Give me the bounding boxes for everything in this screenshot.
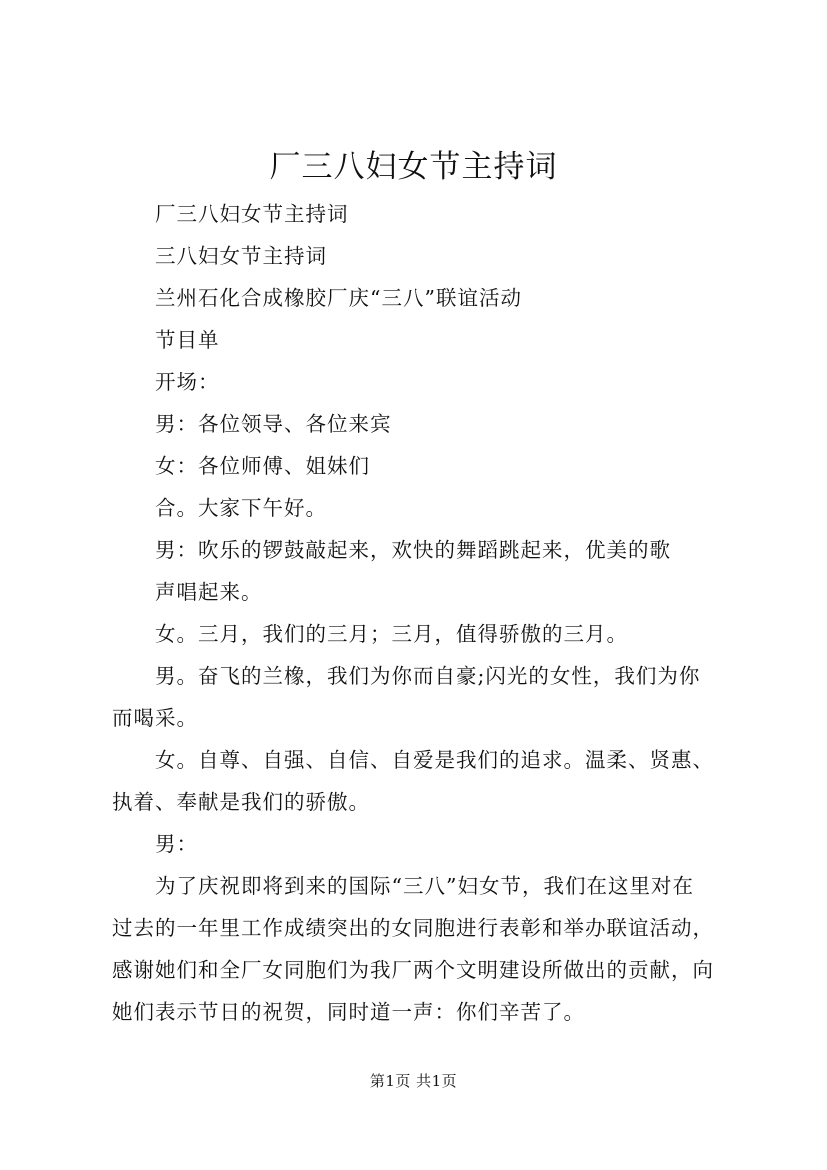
- body-line: 她们表示节日的祝贺，同时道一声：你们辛苦了。: [112, 1000, 585, 1024]
- body-line: 兰州石化合成橡胶厂庆“三八”联谊活动: [155, 286, 522, 310]
- body-line: 男：: [155, 832, 198, 856]
- body-line: 女：各位师傅、姐妹们: [155, 454, 370, 478]
- body-line: 而喝采。: [112, 706, 198, 730]
- body-line: 过去的一年里工作成绩突出的女同胞进行表彰和举办联谊活动，: [112, 916, 714, 940]
- body-line: 女。三月，我们的三月；三月，值得骄傲的三月。: [155, 622, 628, 646]
- body-line: 三八妇女节主持词: [155, 244, 327, 268]
- body-line: 厂三八妇女节主持词: [155, 202, 349, 226]
- body-line: 男：吹乐的锣鼓敲起来，欢快的舞蹈跳起来，优美的歌: [155, 538, 671, 562]
- document-title: 厂三八妇女节主持词: [269, 149, 558, 185]
- body-line: 声唱起来。: [155, 580, 263, 604]
- body-line: 感谢她们和全厂女同胞们为我厂两个文明建设所做出的贡献，向: [112, 958, 714, 982]
- body-line: 节目单: [155, 328, 220, 352]
- body-line: 开场：: [155, 370, 220, 394]
- document-body: [112, 193, 742, 1033]
- body-line: 男：各位领导、各位来宾: [155, 412, 392, 436]
- body-line: 合。大家下午好。: [155, 496, 327, 520]
- body-line: 执着、奉献是我们的骄傲。: [112, 790, 370, 814]
- body-line: 男。奋飞的兰橡，我们为你而自豪;闪光的女性，我们为你: [155, 664, 701, 688]
- body-line: 为了庆祝即将到来的国际“三八”妇女节，我们在这里对在: [155, 874, 694, 898]
- page-number-footer: 第1页 共1页: [369, 1072, 458, 1090]
- body-line: 女。自尊、自强、自信、自爱是我们的追求。温柔、贤惠、: [155, 748, 714, 772]
